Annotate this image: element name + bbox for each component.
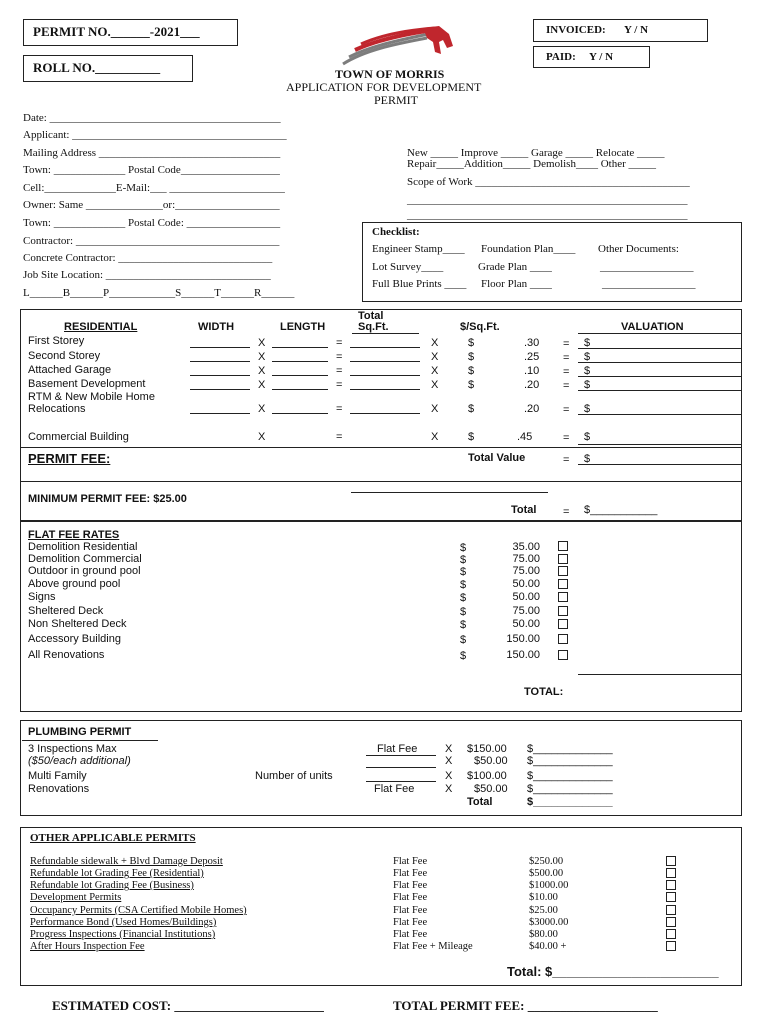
other-permit-amount: $40.00 + [529, 941, 567, 952]
checklist-engineer-stamp[interactable]: Engineer Stamp____ [372, 243, 465, 255]
date-field[interactable]: Date: __________________________________________ [23, 112, 281, 124]
plumbing-row-label: ($50/each additional) [28, 755, 131, 767]
width-input[interactable] [190, 375, 250, 376]
flat-fee-checkbox[interactable] [558, 579, 568, 589]
flat-fee-item-dollar: $ [460, 542, 467, 554]
flat-fee-checkbox[interactable] [558, 650, 568, 660]
flat-fee-item-amount: 150.00 [506, 633, 540, 645]
valuation-dollar: $ [584, 431, 591, 443]
valuation-dollar: $ [584, 365, 591, 377]
length-input[interactable] [272, 361, 328, 362]
other-permit-checkbox[interactable] [666, 929, 676, 939]
equals-symbol: = [336, 351, 343, 363]
other-permit-amount: $80.00 [529, 929, 558, 940]
flat-fee-checkbox[interactable] [558, 619, 568, 629]
residential-row-label: Second Storey [28, 350, 101, 362]
residential-section [20, 309, 742, 521]
flat-fee-item-label: Signs [28, 591, 56, 603]
other-permit-type: Flat Fee [393, 856, 428, 867]
permit-fee-label: PERMIT FEE: [28, 451, 111, 466]
contractor-field[interactable]: Contractor: _____________________________________ [23, 235, 280, 247]
other-permit-checkbox[interactable] [666, 941, 676, 951]
valuation-input[interactable] [578, 362, 741, 363]
rate-dollar: $ [468, 351, 475, 363]
flat-fee-item-dollar: $ [460, 579, 467, 591]
residential-row-label: Commercial Building [28, 431, 129, 443]
multiply-symbol: X [445, 743, 453, 755]
flat-fee-item-dollar: $ [460, 566, 467, 578]
sqft-input[interactable] [350, 389, 420, 390]
multiply-symbol: X [431, 403, 439, 415]
flat-fee-checkbox[interactable] [558, 541, 568, 551]
paid-label: PAID: [546, 51, 576, 63]
equals-symbol: = [336, 403, 343, 415]
length-input[interactable] [272, 375, 328, 376]
valuation-dollar: $ [584, 351, 591, 363]
flat-fee-item-label: Demolition Residential [28, 541, 138, 553]
rate-dollar: $ [468, 365, 475, 377]
flat-fee-checkbox[interactable] [558, 592, 568, 602]
other-permit-label: Occupancy Permits (CSA Certified Mobile Homes) [30, 905, 247, 916]
flat-fee-item-label: Demolition Commercial [28, 553, 142, 565]
plumbing-amount: $100.00 [467, 770, 507, 782]
total-value-label: Total Value [468, 452, 526, 464]
valuation-input[interactable] [578, 414, 741, 415]
section-divider [20, 447, 742, 448]
other-permit-amount: $10.00 [529, 892, 558, 903]
flat-fee-item-dollar: $ [460, 619, 467, 631]
flat-fee-checkbox[interactable] [558, 566, 568, 576]
checklist-floor-plan[interactable]: Floor Plan ____ [481, 278, 552, 290]
plumbing-amount: $50.00 [474, 783, 508, 795]
equals-symbol: = [563, 432, 570, 444]
minimum-permit-fee: MINIMUM PERMIT FEE: $25.00 [28, 493, 187, 505]
valuation-input[interactable] [578, 376, 741, 377]
sqft-input[interactable] [350, 347, 420, 348]
checklist-grade-plan[interactable]: Grade Plan ____ [478, 261, 552, 273]
total-permit-fee-field[interactable]: TOTAL PERMIT FEE: ____________________ [393, 998, 658, 1013]
flat-fee-item-amount: 35.00 [512, 541, 540, 553]
other-permit-type: Flat Fee [393, 892, 428, 903]
length-input[interactable] [272, 347, 328, 348]
other-permit-type: Flat Fee + Mileage [393, 941, 473, 952]
other-permit-checkbox[interactable] [666, 868, 676, 878]
town-logo-horse-icon [335, 24, 457, 68]
rate-dollar: $ [468, 431, 475, 443]
checklist-other-doc-line2[interactable]: _________________ [602, 278, 696, 290]
concrete-contractor-field[interactable]: Concrete Contractor: ____________________________ [23, 252, 273, 264]
plumbing-fee-type: Flat Fee [377, 743, 418, 755]
other-permit-amount: $250.00 [529, 856, 564, 867]
other-permit-type: Flat Fee [393, 929, 428, 940]
equals-symbol: = [336, 379, 343, 391]
flat-fee-total-input[interactable] [578, 674, 741, 675]
other-permit-amount: $25.00 [529, 905, 558, 916]
work-type-line1[interactable]: New _____ Improve _____ Garage _____ Relocate _____ [407, 147, 665, 159]
plumbing-amount: $150.00 [467, 743, 507, 755]
valuation-header: VALUATION [621, 321, 684, 333]
flat-fee-item-amount: 50.00 [512, 591, 540, 603]
checklist-other-documents: Other Documents: [598, 243, 679, 255]
multiply-symbol: X [431, 431, 439, 443]
equals-symbol: = [563, 506, 570, 518]
residential-row-label: First Storey [28, 335, 85, 347]
valuation-dollar: $ [584, 403, 591, 415]
scope-of-work-line3[interactable]: ___________________________________________________ [407, 209, 688, 221]
plumbing-units-label: Number of units [255, 770, 333, 782]
equals-symbol: = [563, 380, 570, 392]
rate-header: $/Sq.Ft. [460, 321, 500, 333]
total-value-field[interactable]: $___________ [584, 504, 658, 516]
other-permit-label: After Hours Inspection Fee [30, 941, 145, 952]
valuation-dollar: $ [584, 379, 591, 391]
plumbing-total-field[interactable]: $_____________ [527, 743, 613, 755]
plumbing-total-field[interactable]: $_____________ [527, 783, 613, 795]
sqft-input[interactable] [350, 361, 420, 362]
permit-fee-input[interactable] [351, 492, 548, 493]
town-postal-field[interactable]: Town: _____________ Postal Code__________________ [23, 164, 280, 176]
mailing-address-field[interactable]: Mailing Address _________________________________ [23, 147, 281, 159]
width-input[interactable] [190, 361, 250, 362]
valuation-input[interactable] [578, 348, 741, 349]
multiply-symbol: X [258, 365, 266, 377]
plumbing-grand-total-field[interactable]: $_____________ [527, 796, 613, 808]
flat-fee-item-amount: 50.00 [512, 578, 540, 590]
flat-fee-checkbox[interactable] [558, 606, 568, 616]
length-input[interactable] [272, 389, 328, 390]
job-site-location-field[interactable]: Job Site Location: ______________________________ [23, 269, 271, 281]
multiply-symbol: X [445, 770, 453, 782]
residential-row-label: Relocations [28, 403, 86, 415]
other-permit-label: Development Permits [30, 892, 122, 903]
width-input[interactable] [190, 347, 250, 348]
plumbing-total-field[interactable]: $_____________ [527, 770, 613, 782]
plumbing-qty-input[interactable] [366, 755, 436, 756]
sqft-input[interactable] [350, 413, 420, 414]
plumbing-amount: $50.00 [474, 755, 508, 767]
multiply-symbol: X [258, 351, 266, 363]
equals-symbol: = [563, 338, 570, 350]
flat-fee-item-dollar: $ [460, 634, 467, 646]
other-permits-total-field[interactable]: Total: $_______________________ [507, 964, 719, 979]
other-permit-checkbox[interactable] [666, 905, 676, 915]
other-permit-label: Refundable sidewalk + Blvd Damage Deposit [30, 856, 223, 867]
scope-of-work-field[interactable]: Scope of Work _______________________________________ [407, 176, 690, 188]
checklist-lot-survey[interactable]: Lot Survey____ [372, 261, 444, 273]
multiply-symbol: X [445, 783, 453, 795]
other-permit-checkbox[interactable] [666, 892, 676, 902]
plumbing-total-field[interactable]: $_____________ [527, 755, 613, 767]
multiply-symbol: X [431, 337, 439, 349]
rate-value: .45 [517, 431, 533, 443]
plumbing-total-label: Total [467, 796, 493, 808]
cell-email-field[interactable]: Cell:_____________E-Mail:___ _____________________ [23, 182, 285, 194]
equals-symbol: = [336, 337, 343, 349]
other-permit-amount: $3000.00 [529, 917, 569, 928]
total-header-rule [352, 333, 419, 334]
flat-fee-item-label: Outdoor in ground pool [28, 565, 141, 577]
equals-symbol: = [563, 352, 570, 364]
flat-fee-item-amount: 75.00 [512, 605, 540, 617]
checklist-title: Checklist: [372, 226, 420, 238]
flat-fee-item-dollar: $ [460, 554, 467, 566]
valuation-header-rule [578, 333, 741, 334]
rate-value: .30 [524, 337, 540, 349]
other-permit-label: Refundable lot Grading Fee (Business) [30, 880, 194, 891]
residential-row-label: Attached Garage [28, 364, 112, 376]
rate-value: .20 [524, 403, 540, 415]
flat-fee-item-label: Non Sheltered Deck [28, 618, 127, 630]
other-permit-label: Performance Bond (Used Homes/Buildings) [30, 917, 217, 928]
residential-header: RESIDENTIAL [64, 321, 138, 333]
flat-fee-item-amount: 150.00 [506, 649, 540, 661]
roll-no-field[interactable]: ROLL NO.__________ [33, 60, 161, 75]
residential-row-label: RTM & New Mobile Home [28, 391, 155, 403]
plumbing-fee-type: Flat Fee [374, 783, 415, 795]
invoiced-value[interactable]: Y / N [624, 24, 649, 36]
total-label: Total [511, 504, 537, 516]
flat-fee-item-label: Sheltered Deck [28, 605, 104, 617]
residential-row-label: Basement Development [28, 378, 146, 390]
section-divider [20, 481, 742, 482]
flat-fee-item-amount: 50.00 [512, 618, 540, 630]
other-permit-checkbox[interactable] [666, 880, 676, 890]
width-header: WIDTH [198, 321, 235, 333]
length-header: LENGTH [280, 321, 326, 333]
other-permit-checkbox[interactable] [666, 856, 676, 866]
total-value-input[interactable] [578, 464, 741, 465]
applicant-field[interactable]: Applicant: _______________________________________ [23, 129, 287, 141]
other-permit-label: Refundable lot Grading Fee (Residential) [30, 868, 204, 879]
other-permit-amount: $1000.00 [529, 880, 569, 891]
rate-dollar: $ [468, 403, 475, 415]
equals-symbol: = [563, 366, 570, 378]
form-title-line2: PERMIT [374, 93, 419, 107]
other-permit-type: Flat Fee [393, 880, 428, 891]
scope-of-work-line2[interactable]: ___________________________________________________ [407, 194, 688, 206]
other-permit-checkbox[interactable] [666, 917, 676, 927]
flat-fee-item-dollar: $ [460, 650, 467, 662]
valuation-input[interactable] [578, 444, 741, 445]
other-permit-amount: $500.00 [529, 868, 564, 879]
equals-symbol: = [563, 454, 570, 466]
form-title-line1: APPLICATION FOR DEVELOPMENT [286, 80, 482, 94]
multiply-symbol: X [445, 755, 453, 767]
other-permits-title: OTHER APPLICABLE PERMITS [30, 832, 196, 844]
width-input[interactable] [190, 413, 250, 414]
legal-land-description-field[interactable]: L______B______P____________S______T______R______ [23, 287, 295, 299]
multiply-symbol: X [258, 337, 266, 349]
flat-fee-item-label: All Renovations [28, 649, 105, 661]
plumbing-row-label: 3 Inspections Max [28, 743, 117, 755]
owner-town-postal-field[interactable]: Town: _____________ Postal Code: _________________ [23, 217, 281, 229]
flat-fee-item-amount: 75.00 [512, 553, 540, 565]
multiply-symbol: X [258, 379, 266, 391]
checklist-foundation-plan[interactable]: Foundation Plan____ [481, 243, 576, 255]
valuation-dollar: $ [584, 337, 591, 349]
equals-symbol: = [336, 431, 343, 443]
equals-symbol: = [563, 404, 570, 416]
plumbing-units-input[interactable] [366, 781, 436, 782]
flat-fee-item-dollar: $ [460, 592, 467, 604]
permit-no-field[interactable]: PERMIT NO.______-2021___ [33, 24, 200, 39]
flat-fee-item-amount: 75.00 [512, 565, 540, 577]
other-permit-type: Flat Fee [393, 905, 428, 916]
plumbing-qty-input[interactable] [366, 767, 436, 768]
plumbing-title-rule [22, 740, 158, 741]
plumbing-row-label: Multi Family [28, 770, 87, 782]
invoiced-label: INVOICED: [546, 24, 606, 36]
multiply-symbol: X [431, 365, 439, 377]
multiply-symbol: X [258, 403, 266, 415]
flat-fee-checkbox[interactable] [558, 634, 568, 644]
rate-value: .10 [524, 365, 540, 377]
other-permit-type: Flat Fee [393, 917, 428, 928]
flat-fee-total-label: TOTAL: [524, 686, 564, 698]
rate-dollar: $ [468, 379, 475, 391]
town-name: TOWN OF MORRIS [335, 67, 445, 81]
rate-dollar: $ [468, 337, 475, 349]
paid-value[interactable]: Y / N [589, 51, 614, 63]
other-permit-type: Flat Fee [393, 868, 428, 879]
multiply-symbol: X [431, 351, 439, 363]
owner-field[interactable]: Owner: Same ______________or:___________________ [23, 199, 280, 211]
flat-fee-item-dollar: $ [460, 606, 467, 618]
flat-fee-item-label: Accessory Building [28, 633, 121, 645]
equals-symbol: = [336, 365, 343, 377]
multiply-symbol: X [431, 379, 439, 391]
plumbing-title: PLUMBING PERMIT [28, 726, 132, 738]
total-value-dollar: $ [584, 453, 591, 465]
flat-fee-item-label: Above ground pool [28, 578, 121, 590]
sqft-input[interactable] [350, 375, 420, 376]
rate-value: .25 [524, 351, 540, 363]
flat-fee-checkbox[interactable] [558, 554, 568, 564]
flat-fee-title: FLAT FEE RATES [28, 529, 120, 541]
rate-value: .20 [524, 379, 540, 391]
checklist-other-doc-line1[interactable]: _________________ [600, 261, 694, 273]
logo-horse-head [423, 26, 453, 54]
plumbing-row-label: Renovations [28, 783, 90, 795]
length-input[interactable] [272, 413, 328, 414]
valuation-input[interactable] [578, 390, 741, 391]
total-header-line2: Sq.Ft. [358, 321, 389, 333]
estimated-cost-field[interactable]: ESTIMATED COST: _______________________ [52, 998, 324, 1013]
multiply-symbol: X [258, 431, 266, 443]
width-input[interactable] [190, 389, 250, 390]
other-permit-label: Progress Inspections (Financial Institutions) [30, 929, 216, 940]
work-type-line2[interactable]: Repair_____Addition_____ Demolish____ Other _____ [407, 158, 657, 170]
total-header-line1: Total [358, 310, 384, 322]
checklist-full-blue-prints[interactable]: Full Blue Prints ____ [372, 278, 467, 290]
